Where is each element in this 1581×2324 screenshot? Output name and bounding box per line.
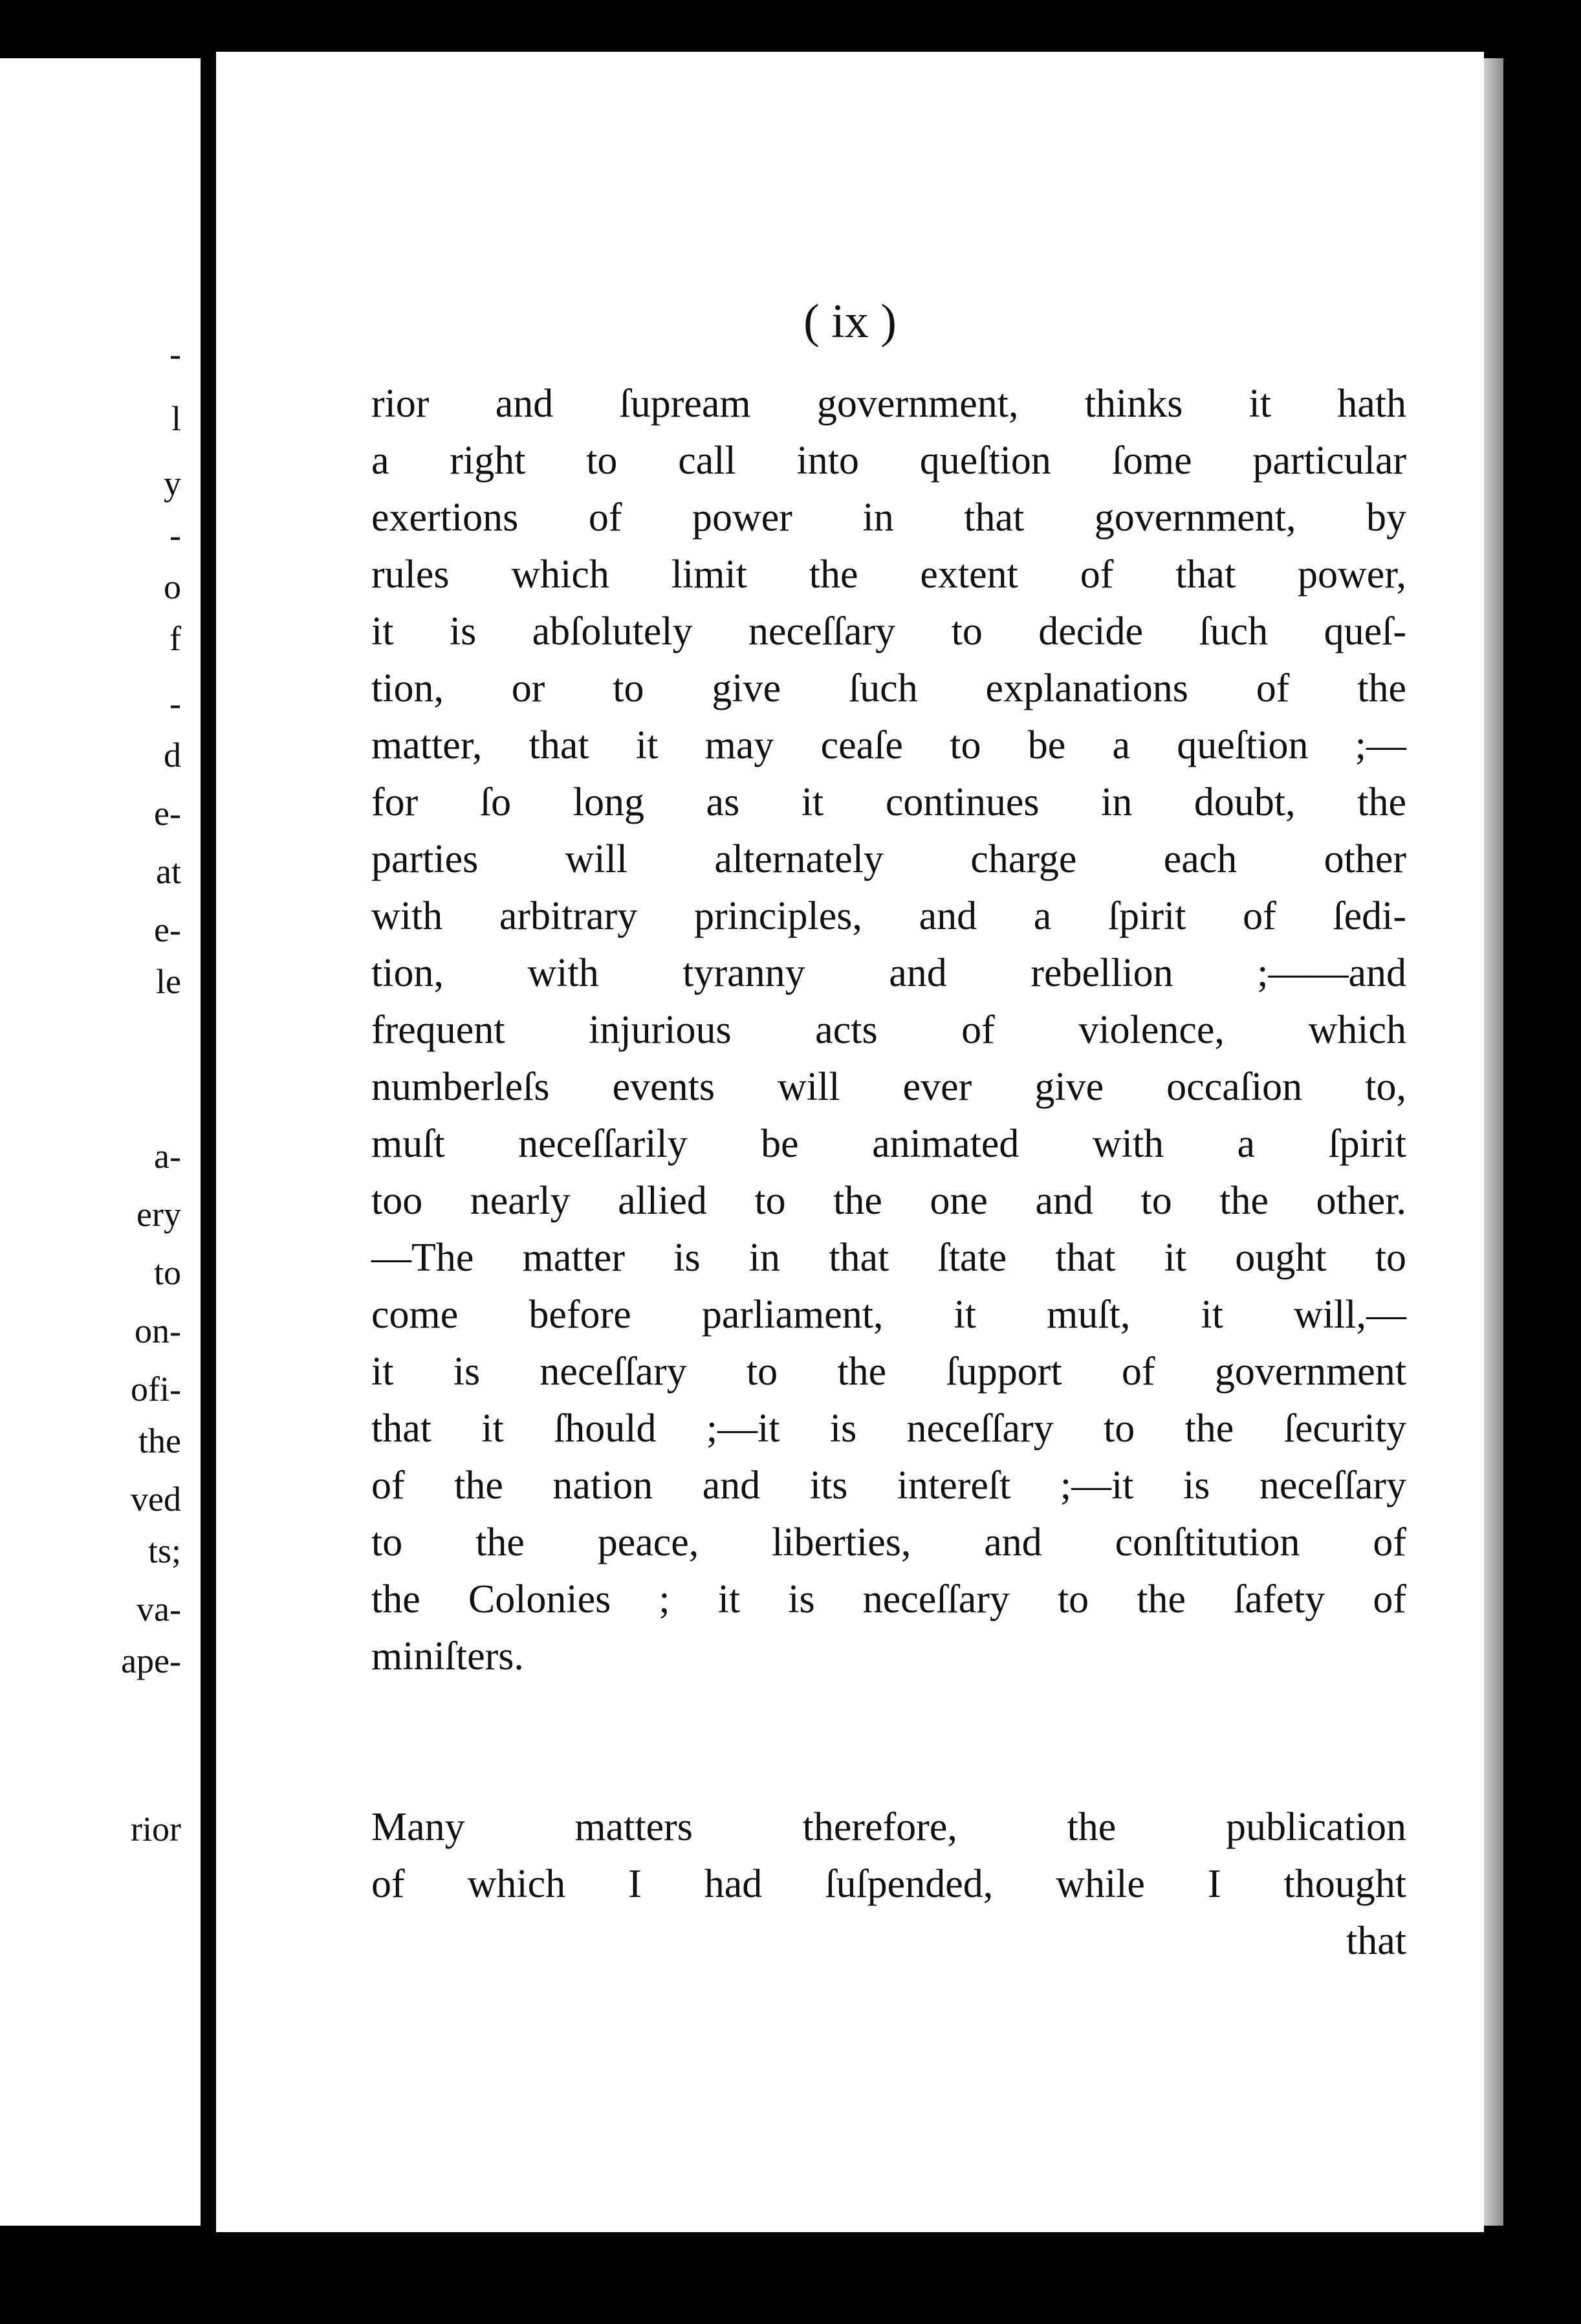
left-page-fragment: y (164, 464, 181, 503)
paragraph-2 (371, 1799, 1406, 1913)
left-page-fragment: e- (154, 910, 181, 949)
paragraph-2-line: Many matters therefore, the publication (371, 1805, 1406, 1849)
paragraph-1-line: it is neceſſary to the ſupport of government (371, 1350, 1406, 1394)
paragraph-1-line: —The matter is in that ſtate that it ought to (371, 1236, 1406, 1280)
paragraph-1-line: tion, with tyranny and rebellion ;——and (371, 951, 1406, 995)
paragraph-1-line: parties will alternately charge each other (371, 837, 1406, 881)
paragraph-1-line: it is abſolutely neceſſary to decide ſuch queſ- (371, 609, 1406, 653)
paragraph-1-line: numberleſs events will ever give occaſion to, (371, 1065, 1406, 1109)
paragraph-1-line: tion, or to give ſuch explanations of the (371, 666, 1406, 710)
left-page-fragment: a- (154, 1137, 181, 1176)
paragraph-1-line: that it ſhould ;—it is neceſſary to the ſecurity (371, 1407, 1406, 1451)
paragraph-2-line: of which I had ſuſpended, while I thought (371, 1862, 1406, 1906)
left-page-fragment: on- (135, 1311, 181, 1350)
left-page-fragment: le (156, 962, 181, 1001)
paragraph-1-line: come before parliament, it muſt, it will,— (371, 1293, 1406, 1337)
paragraph-1-line: too nearly allied to the one and to the other. (371, 1179, 1406, 1223)
paragraph-1-line: the Colonies ; it is neceſſary to the ſafety of (371, 1577, 1406, 1621)
paragraph-1-line: rior and ſupream government, thinks it hath (371, 382, 1406, 426)
left-page-fragment: ved (131, 1480, 181, 1518)
left-page-fragment: - (169, 516, 181, 554)
paragraph-1-line: exertions of power in that government, by (371, 496, 1406, 540)
paragraph-1 (371, 375, 1406, 1685)
left-page (0, 58, 201, 2226)
paragraph-1-line: for ſo long as it continues in doubt, the (371, 780, 1406, 824)
left-page-fragment: at (156, 852, 181, 891)
left-page-fragment: d (164, 736, 181, 774)
book-gutter (201, 0, 216, 2324)
paragraph-1-line: a right to call into queſtion ſome particular (371, 439, 1406, 483)
left-page-fragment: ts; (147, 1531, 181, 1570)
page-number (216, 295, 1484, 348)
left-page-fragment: the (138, 1421, 181, 1460)
catchword: that (1346, 1919, 1406, 1963)
left-page-fragment: l (171, 399, 181, 438)
paragraph-1-line: rules which limit the extent of that power, (371, 553, 1406, 597)
left-page-fragment: f (169, 619, 181, 658)
paragraph-1-line: frequent injurious acts of violence, which (371, 1008, 1406, 1052)
left-page-fragment: va- (136, 1590, 181, 1628)
left-page-fragment: ape- (121, 1641, 181, 1680)
right-page (216, 52, 1484, 2232)
left-page-fragment: ofi- (131, 1370, 181, 1409)
paragraph-1-line: muſt neceſſarily be animated with a ſpirit (371, 1122, 1406, 1166)
paragraph-1-line: of the nation and its intereſt ;—it is neceſſary (371, 1463, 1406, 1507)
left-page-fragments (0, 58, 201, 2226)
left-page-fragment: - (169, 684, 181, 723)
page-edge (1484, 58, 1503, 2226)
left-page-fragment: e- (154, 794, 181, 833)
body-text (371, 375, 1406, 1969)
paragraph-1-line: matter, that it may ceaſe to be a queſtion ;— (371, 723, 1406, 767)
paragraph-1-line: miniſters. (371, 1634, 524, 1678)
left-page-fragment: to (153, 1253, 181, 1292)
paragraph-1-line: with arbitrary principles, and a ſpirit of ſedi- (371, 894, 1406, 938)
page-number-text: ( ix ) (803, 295, 897, 348)
left-page-fragment: rior (131, 1810, 181, 1848)
left-page-fragment: o (164, 567, 181, 606)
left-page-fragment: ery (136, 1195, 181, 1234)
paragraph-1-line: to the peace, liberties, and conſtitution of (371, 1520, 1406, 1564)
left-page-fragment: - (169, 334, 181, 373)
